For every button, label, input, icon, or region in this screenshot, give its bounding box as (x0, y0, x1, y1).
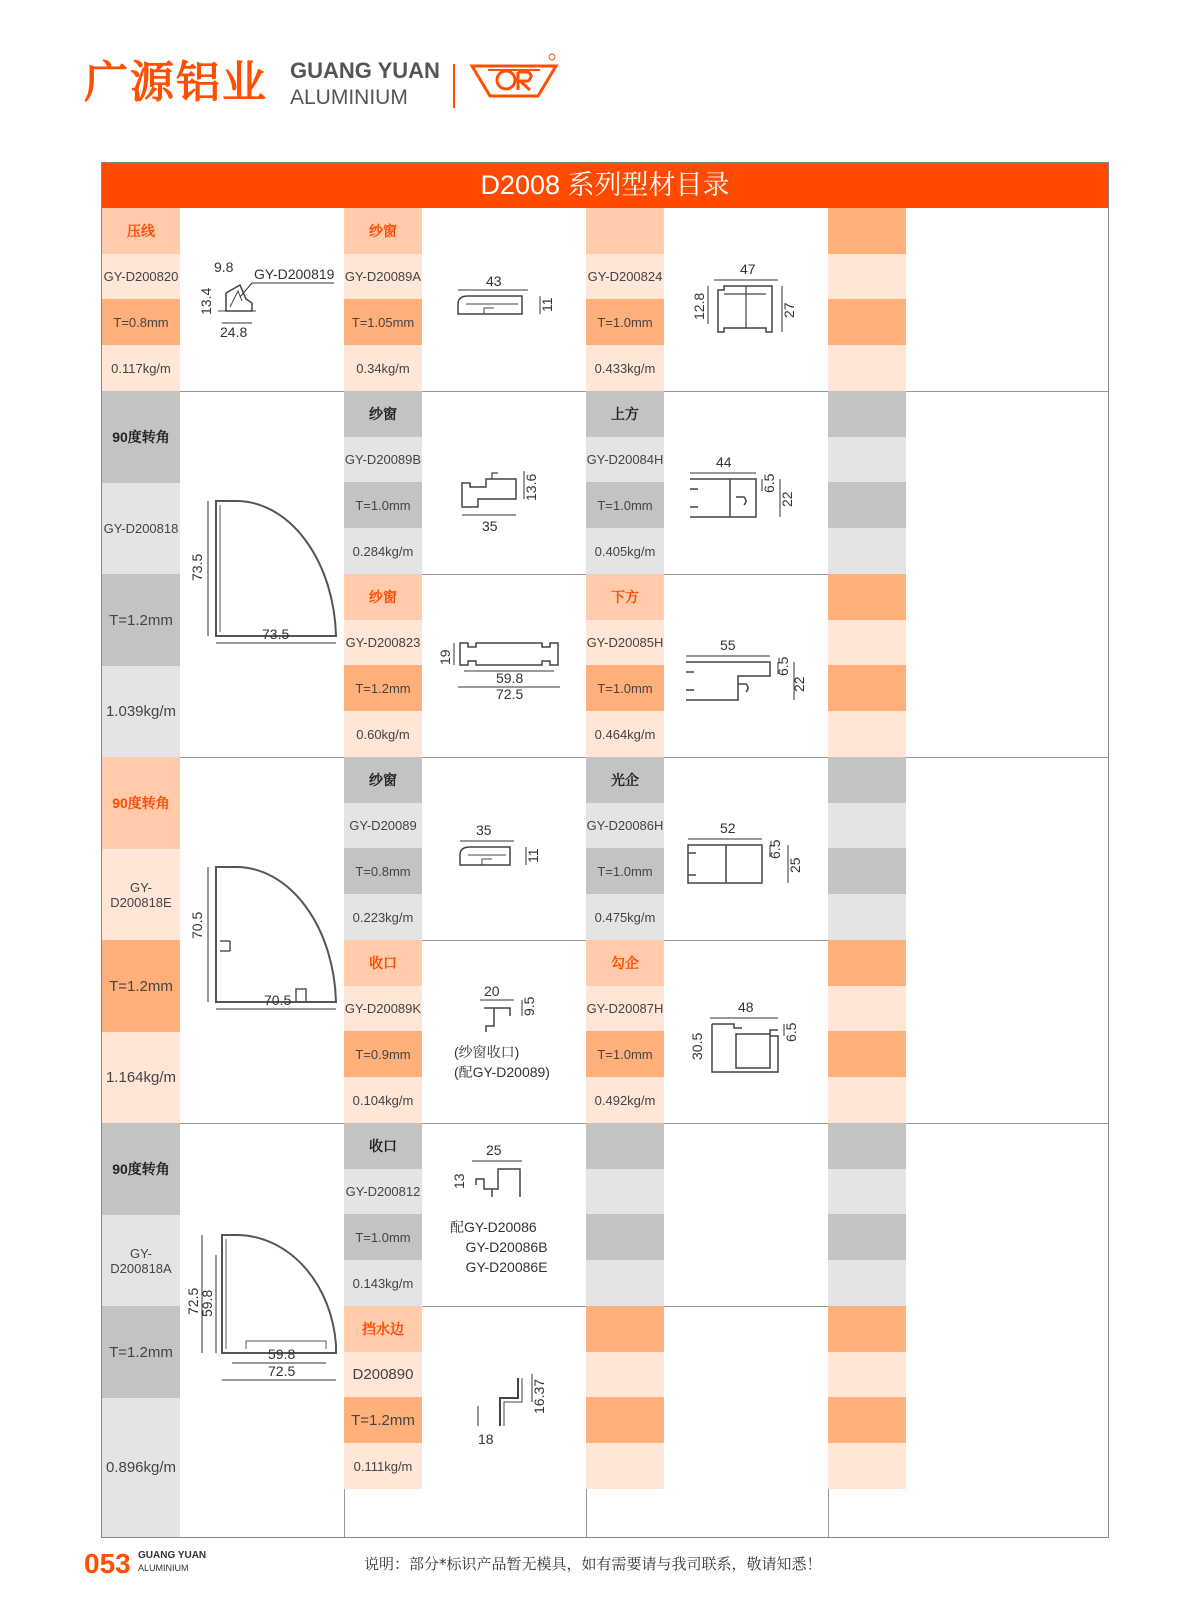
dimension-label: 59.8 (268, 1346, 296, 1362)
dimension-label: 6.5 (767, 839, 783, 859)
empty-label (828, 986, 906, 1031)
dimension-label: 20 (484, 983, 500, 999)
dimension-label: 11 (525, 848, 541, 863)
brand-english-line2: ALUMINIUM (290, 86, 408, 109)
profile-drawing (680, 624, 824, 728)
catalog-title: D2008 系列型材目录 (102, 163, 1108, 208)
dimension-label: 25 (787, 857, 803, 873)
brand-logo-icon (468, 52, 560, 102)
empty-label (828, 1031, 906, 1077)
dimension-label: 73.5 (189, 553, 205, 581)
profile-name: 上方 (586, 391, 664, 437)
profile-name: 纱窗 (344, 391, 422, 437)
profile-code: GY-D200818 (102, 483, 180, 574)
empty-label (828, 528, 906, 574)
footer-brand-line2: ALUMINIUM (138, 1563, 189, 1573)
empty-label (586, 1169, 664, 1214)
profile-cell-824 (586, 208, 828, 391)
dimension-label: 70.5 (189, 911, 205, 939)
page-number: 053 (84, 1548, 131, 1579)
empty-label (828, 1397, 906, 1443)
dimension-label: 6.5 (775, 656, 791, 676)
empty-label (828, 620, 906, 665)
dimension-label: 72.5 (185, 1287, 201, 1315)
empty-label (828, 711, 906, 757)
profile-weight: 0.284kg/m (344, 528, 422, 574)
profile-drawing (684, 441, 824, 545)
profile-cell-screen-a (344, 208, 586, 391)
profile-thickness: T=1.05mm (344, 299, 422, 345)
profile-weight: 0.60kg/m (344, 711, 422, 757)
profile-drawing (186, 491, 342, 675)
dimension-label: 72.5 (496, 686, 524, 702)
dimension-label: 13.4 (198, 287, 214, 315)
dimension-label: 44 (716, 454, 732, 470)
profile-code: GY-D200818E (102, 849, 180, 940)
footer-brand-line1: GUANG YUAN (138, 1550, 207, 1561)
profile-name: 90度转角 (102, 757, 180, 849)
profile-thickness: T=1.0mm (586, 482, 664, 528)
profile-thickness: T=1.0mm (586, 848, 664, 894)
profile-code: GY-D200818A (102, 1215, 180, 1306)
empty-label (828, 1443, 906, 1489)
profile-cell-screen-89 (344, 757, 586, 940)
profile-thickness: T=0.8mm (344, 848, 422, 894)
profile-weight: 1.164kg/m (102, 1032, 180, 1123)
empty-label (828, 482, 906, 528)
profile-thickness: T=1.2mm (344, 1397, 422, 1443)
profile-code: GY-D20089B (344, 437, 422, 482)
brand-separator (453, 64, 455, 108)
dimension-label: 72.5 (268, 1363, 296, 1379)
empty-label (586, 1397, 664, 1443)
profile-code: GY-D20084H (586, 437, 664, 482)
profile-weight: 0.34kg/m (344, 345, 422, 391)
dimension-label: 13.6 (523, 473, 539, 501)
profile-thickness: T=1.2mm (102, 1306, 180, 1398)
profile-weight: 0.111kg/m (344, 1443, 422, 1489)
profile-cell-empty (828, 1123, 1108, 1306)
profile-thickness: T=0.9mm (344, 1031, 422, 1077)
profile-cell-closing-812 (344, 1123, 586, 1306)
profile-thickness: T=1.2mm (344, 665, 422, 711)
empty-label (586, 1214, 664, 1260)
profile-drawing (448, 1141, 548, 1215)
empty-label (828, 940, 906, 986)
profile-code: GY-D20089A (344, 254, 422, 299)
dimension-label: 59.8 (199, 1289, 215, 1317)
profile-thickness: T=1.0mm (586, 1031, 664, 1077)
empty-label (828, 208, 906, 254)
profile-weight: 0.896kg/m (102, 1398, 180, 1537)
dimension-label: 52 (720, 820, 736, 836)
dimension-label: 18 (478, 1431, 494, 1447)
profile-name: 纱窗 (344, 574, 422, 620)
empty-label (828, 1306, 906, 1352)
dimension-label: 43 (486, 273, 502, 289)
dimension-label: 6.5 (783, 1022, 799, 1042)
dimension-label: 25 (486, 1142, 502, 1158)
profile-drawing (686, 258, 826, 362)
dimension-label: 9.8 (214, 259, 234, 275)
profile-name: 下方 (586, 574, 664, 620)
profile-weight: 1.039kg/m (102, 666, 180, 757)
profile-weight: 0.117kg/m (102, 345, 180, 391)
profile-weight: 0.464kg/m (586, 711, 664, 757)
empty-label (828, 1260, 906, 1306)
empty-label (828, 254, 906, 299)
empty-label (828, 437, 906, 482)
dimension-label: 6.5 (761, 473, 777, 493)
profile-code: GY-D200812 (344, 1169, 422, 1214)
profile-drawing (682, 807, 822, 911)
profile-weight: 0.475kg/m (586, 894, 664, 940)
profile-thickness: T=1.0mm (586, 299, 664, 345)
profile-code: GY-D20089K (344, 986, 422, 1031)
profile-cell-empty (828, 940, 1108, 1123)
empty-label (828, 1169, 906, 1214)
profile-cell-flat-stile (586, 757, 828, 940)
empty-label (828, 574, 906, 620)
empty-label (828, 345, 906, 391)
profile-name: 纱窗 (344, 208, 422, 254)
profile-code: GY-D20086H (586, 803, 664, 848)
brand-english-line1: GUANG YUAN (290, 58, 440, 83)
dimension-label: 48 (738, 999, 754, 1015)
profile-code: GY-D200823 (344, 620, 422, 665)
profile-name (586, 208, 664, 254)
profile-code: GY-D20089 (344, 803, 422, 848)
profile-code: GY-D200820 (102, 254, 180, 299)
empty-label (828, 848, 906, 894)
profile-weight: 0.433kg/m (586, 345, 664, 391)
dimension-label: 13 (451, 1173, 467, 1189)
profile-drawing (434, 629, 584, 733)
dimension-label: 35 (482, 518, 498, 534)
profile-name: 收口 (344, 940, 422, 986)
profile-cell-screen-823 (344, 574, 586, 757)
brand-chinese-name: 广源铝业 (84, 57, 268, 108)
profile-name: 勾企 (586, 940, 664, 986)
empty-label (828, 299, 906, 345)
dimension-label: 9.5 (521, 996, 537, 1016)
dimension-label: 73.5 (262, 626, 290, 642)
empty-label (586, 1352, 664, 1397)
profile-cell-screen-b (344, 391, 586, 574)
empty-label (828, 1352, 906, 1397)
empty-label (586, 1123, 664, 1169)
profile-drawing (686, 990, 826, 1094)
profile-weight: 0.143kg/m (344, 1260, 422, 1306)
profile-name: 压线 (102, 208, 180, 254)
profile-cell-empty (828, 1306, 1108, 1537)
dimension-label: 11 (539, 297, 555, 312)
dimension-label: 22 (791, 676, 807, 692)
profile-name: 90度转角 (102, 1123, 180, 1215)
dimension-label: 47 (740, 261, 756, 277)
profile-cell-empty (828, 574, 1108, 757)
profile-thickness: T=1.0mm (344, 1214, 422, 1260)
profile-name: 90度转角 (102, 391, 180, 483)
dimension-label: 22 (779, 491, 795, 507)
dimension-label: 27 (781, 302, 797, 318)
profile-cell-corner-a (102, 391, 344, 757)
empty-label (586, 1443, 664, 1489)
profile-name: 收口 (344, 1123, 422, 1169)
profile-thickness: T=1.0mm (586, 665, 664, 711)
footer-note: 说明：部分*标识产品暂无模具，如有需要请与我司联系，敬请知悉！ (364, 1555, 822, 1573)
dimension-label: 12.8 (691, 292, 707, 320)
dimension-label: 35 (476, 822, 492, 838)
profile-name: 纱窗 (344, 757, 422, 803)
empty-label (828, 1214, 906, 1260)
empty-label (828, 391, 906, 437)
profile-cell-closing-k (344, 940, 586, 1123)
profile-weight: 0.223kg/m (344, 894, 422, 940)
profile-drawing (464, 980, 564, 1044)
profile-name: 光企 (586, 757, 664, 803)
profile-cell-upper (586, 391, 828, 574)
profile-cell-empty (586, 1306, 828, 1537)
empty-label (828, 1077, 906, 1123)
profile-drawing (186, 857, 342, 1041)
profile-thickness: T=0.8mm (102, 299, 180, 345)
profile-cell-corner-e (102, 757, 344, 1123)
profile-cell-empty (828, 391, 1108, 574)
profile-weight: 0.492kg/m (586, 1077, 664, 1123)
profile-thickness: T=1.2mm (102, 574, 180, 666)
profile-name: 挡水边 (344, 1306, 422, 1352)
profile-cell-empty (586, 1123, 828, 1306)
dimension-label: 16.37 (531, 1378, 547, 1414)
dimension-label: 19 (437, 649, 453, 665)
catalog-table (101, 162, 1109, 1538)
dimension-label: 70.5 (264, 992, 292, 1008)
profile-note: (纱窗收口) (配GY-D20089) (454, 1044, 550, 1080)
profile-cell-hook-stile (586, 940, 828, 1123)
profile-thickness: T=1.0mm (344, 482, 422, 528)
dimension-label: GY-D200819 (254, 266, 335, 282)
profile-drawing (186, 1225, 342, 1409)
dimension-label: 30.5 (689, 1032, 705, 1060)
empty-label (586, 1306, 664, 1352)
profile-drawing (444, 268, 584, 352)
profile-cell-press-line (102, 208, 344, 391)
profile-drawing (458, 441, 578, 545)
profile-cell-empty (828, 208, 1108, 391)
profile-weight: 0.405kg/m (586, 528, 664, 574)
profile-code: GY-D20085H (586, 620, 664, 665)
dimension-label: 24.8 (220, 324, 248, 340)
empty-label (828, 665, 906, 711)
profile-cell-corner-a-variant (102, 1123, 344, 1537)
profile-note: 配GY-D20086 GY-D20086B GY-D20086E (450, 1219, 548, 1275)
profile-drawing (182, 253, 342, 347)
profile-code: GY-D20087H (586, 986, 664, 1031)
empty-label (828, 803, 906, 848)
profile-cell-lower (586, 574, 828, 757)
profile-code: GY-D200824 (586, 254, 664, 299)
empty-label (586, 1260, 664, 1306)
profile-drawing (456, 817, 576, 901)
profile-cell-empty (828, 757, 1108, 940)
dimension-label: 55 (720, 637, 736, 653)
empty-label (828, 1123, 906, 1169)
profile-drawing (454, 1346, 564, 1460)
empty-label (828, 894, 906, 940)
profile-thickness: T=1.2mm (102, 940, 180, 1032)
profile-weight: 0.104kg/m (344, 1077, 422, 1123)
profile-code: D200890 (344, 1352, 422, 1397)
dimension-label: 59.8 (496, 670, 524, 686)
empty-label (828, 757, 906, 803)
profile-cell-water-edge (344, 1306, 586, 1537)
